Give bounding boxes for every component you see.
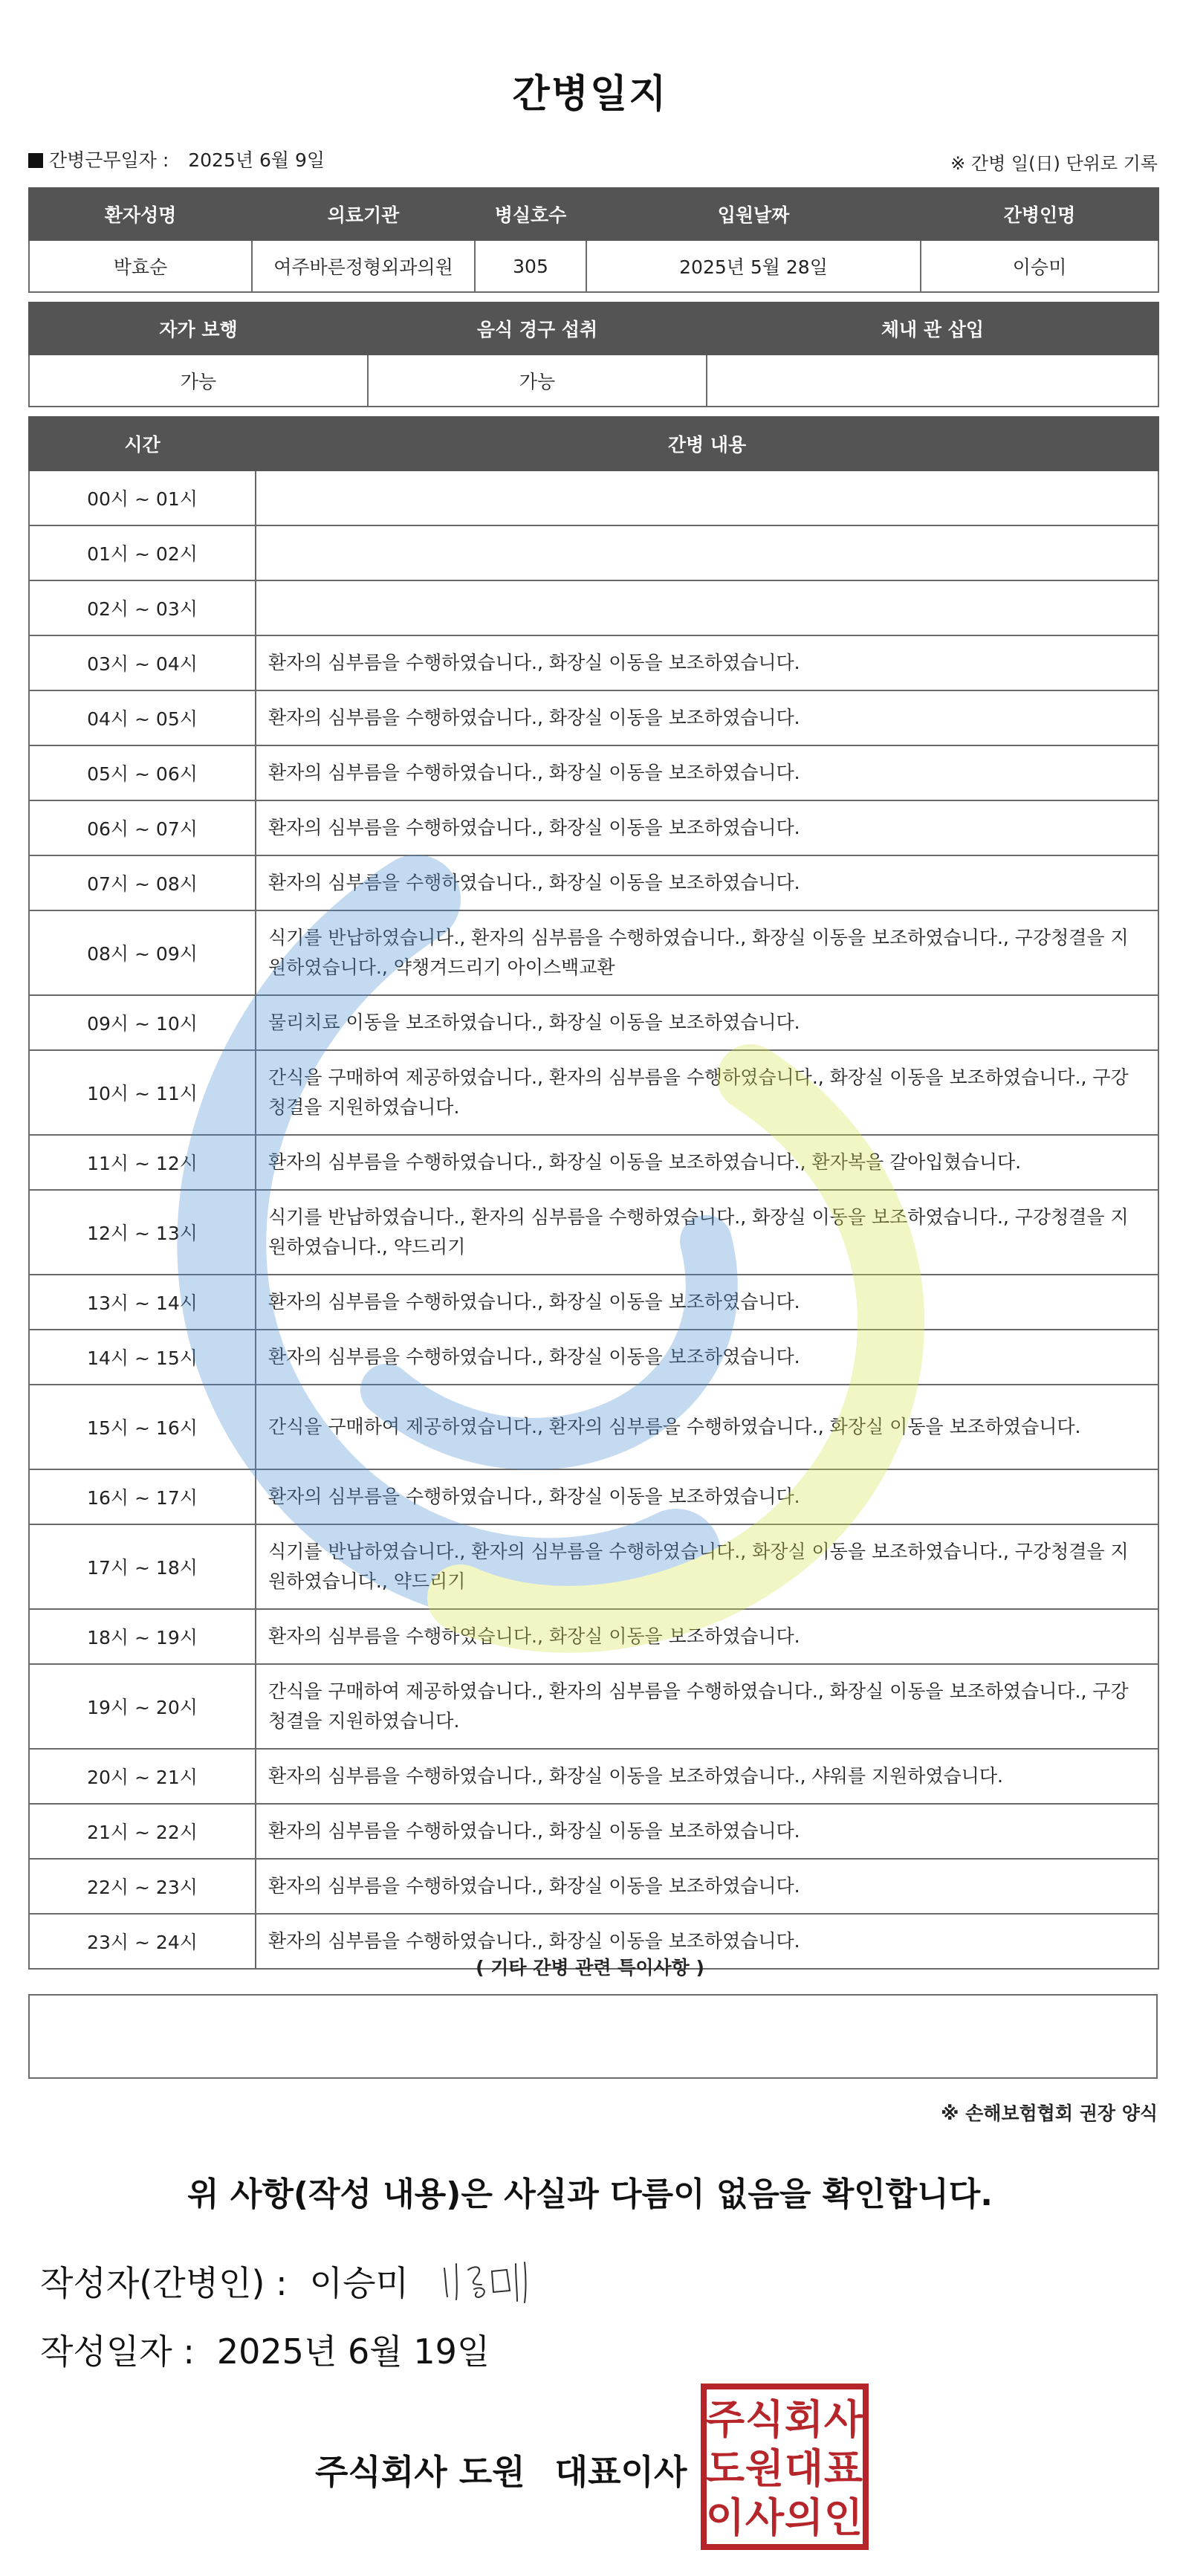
confirmation-statement: 위 사항(작성 내용)은 사실과 다름이 없음을 확인합니다. <box>187 2175 993 2213</box>
log-content <box>256 580 1158 635</box>
header-oral-intake: 음식 경구 섭취 <box>368 302 707 355</box>
header-caregiver-name: 간병인명 <box>921 188 1158 240</box>
log-row <box>29 910 1158 995</box>
company-seal-stamp <box>700 2383 869 2551</box>
log-time: 01시 ~ 02시 <box>29 525 256 580</box>
log-row <box>29 800 1158 855</box>
log-time: 19시 ~ 20시 <box>29 1664 256 1749</box>
work-date <box>28 146 325 172</box>
log-content: 간식을 구매하여 제공하였습니다., 환자의 심부름을 수행하였습니다., 화장실 이동을 보조하였습니다. <box>256 1385 1158 1469</box>
stamp-char: 원 <box>745 2445 785 2492</box>
company-title: 대표이사 <box>554 2452 687 2492</box>
log-row <box>29 1050 1158 1135</box>
write-date-line <box>40 2325 490 2374</box>
log-content: 간식을 구매하여 제공하였습니다., 환자의 심부름을 수행하였습니다., 화장실 이동을 보조하였습니다., 구강청결을 지원하였습니다. <box>256 1664 1158 1749</box>
stamp-char: 표 <box>823 2445 863 2492</box>
log-row <box>29 1469 1158 1524</box>
company-name: 주식회사 도원 <box>315 2452 525 2492</box>
log-row <box>29 690 1158 745</box>
caregiver-name: 이승미 <box>921 240 1158 292</box>
insurance-note: ※ 손해보험협회 권장 양식 <box>941 2103 1158 2124</box>
log-row <box>29 635 1158 690</box>
log-content: 환자의 심부름을 수행하였습니다., 화장실 이동을 보조하였습니다. <box>256 1330 1158 1385</box>
self-walking-value: 가능 <box>29 355 368 407</box>
log-row <box>29 1135 1158 1190</box>
log-content: 식기를 반납하였습니다., 환자의 심부름을 수행하였습니다., 화장실 이동을 보조하였습니다., 구강청결을 지원하였습니다., 약챙겨드리기 아이스백교환 <box>256 910 1158 995</box>
document-title: 간병일지 <box>512 72 668 117</box>
log-row <box>29 470 1158 525</box>
hospital-name: 여주바른정형외과의원 <box>252 240 475 292</box>
log-row <box>29 995 1158 1050</box>
notes-title: ( 기타 간병 관련 특이사항 ) <box>476 1957 704 1978</box>
log-content: 환자의 심부름을 수행하였습니다., 화장실 이동을 보조하였습니다. <box>256 1914 1158 1969</box>
log-content: 환자의 심부름을 수행하였습니다., 화장실 이동을 보조하였습니다. <box>256 1469 1158 1524</box>
log-content: 환자의 심부름을 수행하였습니다., 화장실 이동을 보조하였습니다. <box>256 1609 1158 1664</box>
log-time: 00시 ~ 01시 <box>29 470 256 525</box>
log-time: 08시 ~ 09시 <box>29 910 256 995</box>
patient-name: 박효순 <box>29 240 252 292</box>
log-row <box>29 855 1158 910</box>
log-content: 환자의 심부름을 수행하였습니다., 화장실 이동을 보조하였습니다. <box>256 1275 1158 1330</box>
log-time: 11시 ~ 12시 <box>29 1135 256 1190</box>
log-time: 14시 ~ 15시 <box>29 1330 256 1385</box>
log-time: 23시 ~ 24시 <box>29 1914 256 1969</box>
log-row <box>29 1859 1158 1914</box>
header-time: 시간 <box>29 417 256 470</box>
log-content <box>256 470 1158 525</box>
square-bullet-icon <box>28 153 43 168</box>
meta-row <box>28 146 1158 175</box>
stamp-char: 의 <box>784 2494 824 2541</box>
stamp-char: 대 <box>784 2445 824 2492</box>
log-time: 15시 ~ 16시 <box>29 1385 256 1469</box>
log-time: 12시 ~ 13시 <box>29 1190 256 1275</box>
log-content: 환자의 심부름을 수행하였습니다., 화장실 이동을 보조하였습니다. <box>256 745 1158 800</box>
header-room-number: 병실호수 <box>475 188 586 240</box>
work-date-label: 간병근무일자 : <box>49 149 169 171</box>
room-number: 305 <box>475 240 586 292</box>
patient-info-table <box>28 187 1159 293</box>
log-row <box>29 1749 1158 1804</box>
care-log-table <box>28 416 1159 1970</box>
stamp-char: 식 <box>745 2396 785 2443</box>
stamp-char: 도 <box>705 2445 745 2492</box>
care-log-rows <box>29 470 1158 1969</box>
log-row <box>29 1804 1158 1859</box>
writer-label: 작성자(간병인) : <box>40 2263 288 2303</box>
log-content: 환자의 심부름을 수행하였습니다., 화장실 이동을 보조하였습니다., 환자복을 갈아입혔습니다. <box>256 1135 1158 1190</box>
log-row <box>29 1524 1158 1609</box>
admission-date: 2025년 5월 28일 <box>586 240 921 292</box>
stamp-char: 주 <box>705 2396 745 2443</box>
log-content: 환자의 심부름을 수행하였습니다., 화장실 이동을 보조하였습니다. <box>256 1859 1158 1914</box>
handwritten-signature <box>438 2253 535 2305</box>
log-row <box>29 1609 1158 1664</box>
log-content: 식기를 반납하였습니다., 환자의 심부름을 수행하였습니다., 화장실 이동을 보조하였습니다., 구강청결을 지원하였습니다., 약드리기 <box>256 1190 1158 1275</box>
log-row <box>29 1330 1158 1385</box>
log-content: 식기를 반납하였습니다., 환자의 심부름을 수행하였습니다., 화장실 이동을 보조하였습니다., 구강청결을 지원하였습니다., 약드리기 <box>256 1524 1158 1609</box>
log-content <box>256 525 1158 580</box>
log-time: 18시 ~ 19시 <box>29 1609 256 1664</box>
writer-name: 이승미 <box>309 2263 409 2303</box>
log-time: 03시 ~ 04시 <box>29 635 256 690</box>
log-row <box>29 580 1158 635</box>
log-time: 09시 ~ 10시 <box>29 995 256 1050</box>
log-row <box>29 745 1158 800</box>
log-content: 간식을 구매하여 제공하였습니다., 환자의 심부름을 수행하였습니다., 화장실 이동을 보조하였습니다., 구강청결을 지원하였습니다. <box>256 1050 1158 1135</box>
patient-status-table <box>28 302 1159 407</box>
log-time: 13시 ~ 14시 <box>29 1275 256 1330</box>
log-time: 22시 ~ 23시 <box>29 1859 256 1914</box>
log-time: 10시 ~ 11시 <box>29 1050 256 1135</box>
log-time: 05시 ~ 06시 <box>29 745 256 800</box>
header-admission-date: 입원날짜 <box>586 188 921 240</box>
stamp-char: 사 <box>823 2396 863 2443</box>
oral-intake-value: 가능 <box>368 355 707 407</box>
log-time: 06시 ~ 07시 <box>29 800 256 855</box>
log-time: 04시 ~ 05시 <box>29 690 256 745</box>
write-date-value: 2025년 6월 19일 <box>216 2331 490 2372</box>
log-time: 07시 ~ 08시 <box>29 855 256 910</box>
log-time: 21시 ~ 22시 <box>29 1804 256 1859</box>
header-self-walking: 자가 보행 <box>29 302 368 355</box>
work-date-value: 2025년 6월 9일 <box>188 149 325 171</box>
log-content: 환자의 심부름을 수행하였습니다., 화장실 이동을 보조하였습니다. <box>256 800 1158 855</box>
write-date-label: 작성일자 : <box>40 2331 195 2372</box>
tube-insertion-value <box>707 355 1158 407</box>
log-time: 02시 ~ 03시 <box>29 580 256 635</box>
company-line <box>315 2445 687 2494</box>
log-row <box>29 525 1158 580</box>
log-row <box>29 1385 1158 1469</box>
log-row <box>29 1190 1158 1275</box>
log-time: 17시 ~ 18시 <box>29 1524 256 1609</box>
stamp-char: 사 <box>745 2494 785 2541</box>
writer-line <box>40 2256 409 2305</box>
log-content: 환자의 심부름을 수행하였습니다., 화장실 이동을 보조하였습니다. <box>256 855 1158 910</box>
log-content: 물리치료 이동을 보조하였습니다., 화장실 이동을 보조하였습니다. <box>256 995 1158 1050</box>
log-content: 환자의 심부름을 수행하였습니다., 화장실 이동을 보조하였습니다. <box>256 690 1158 745</box>
log-content: 환자의 심부름을 수행하였습니다., 화장실 이동을 보조하였습니다. <box>256 1804 1158 1859</box>
log-row <box>29 1275 1158 1330</box>
notes-box <box>28 1994 1158 2079</box>
stamp-char: 회 <box>784 2396 824 2443</box>
stamp-char: 이 <box>705 2494 745 2541</box>
log-time: 16시 ~ 17시 <box>29 1469 256 1524</box>
log-row <box>29 1664 1158 1749</box>
header-hospital: 의료기관 <box>252 188 475 240</box>
stamp-char: 인 <box>823 2494 863 2541</box>
log-content: 환자의 심부름을 수행하였습니다., 화장실 이동을 보조하였습니다., 샤워를 지원하였습니다. <box>256 1749 1158 1804</box>
log-content: 환자의 심부름을 수행하였습니다., 화장실 이동을 보조하였습니다. <box>256 635 1158 690</box>
unit-note: ※ 간병 일(日) 단위로 기록 <box>950 153 1158 174</box>
log-time: 20시 ~ 21시 <box>29 1749 256 1804</box>
header-tube-insertion: 체내 관 삽입 <box>707 302 1158 355</box>
header-care-content: 간병 내용 <box>256 417 1158 470</box>
header-patient-name: 환자성명 <box>29 188 252 240</box>
